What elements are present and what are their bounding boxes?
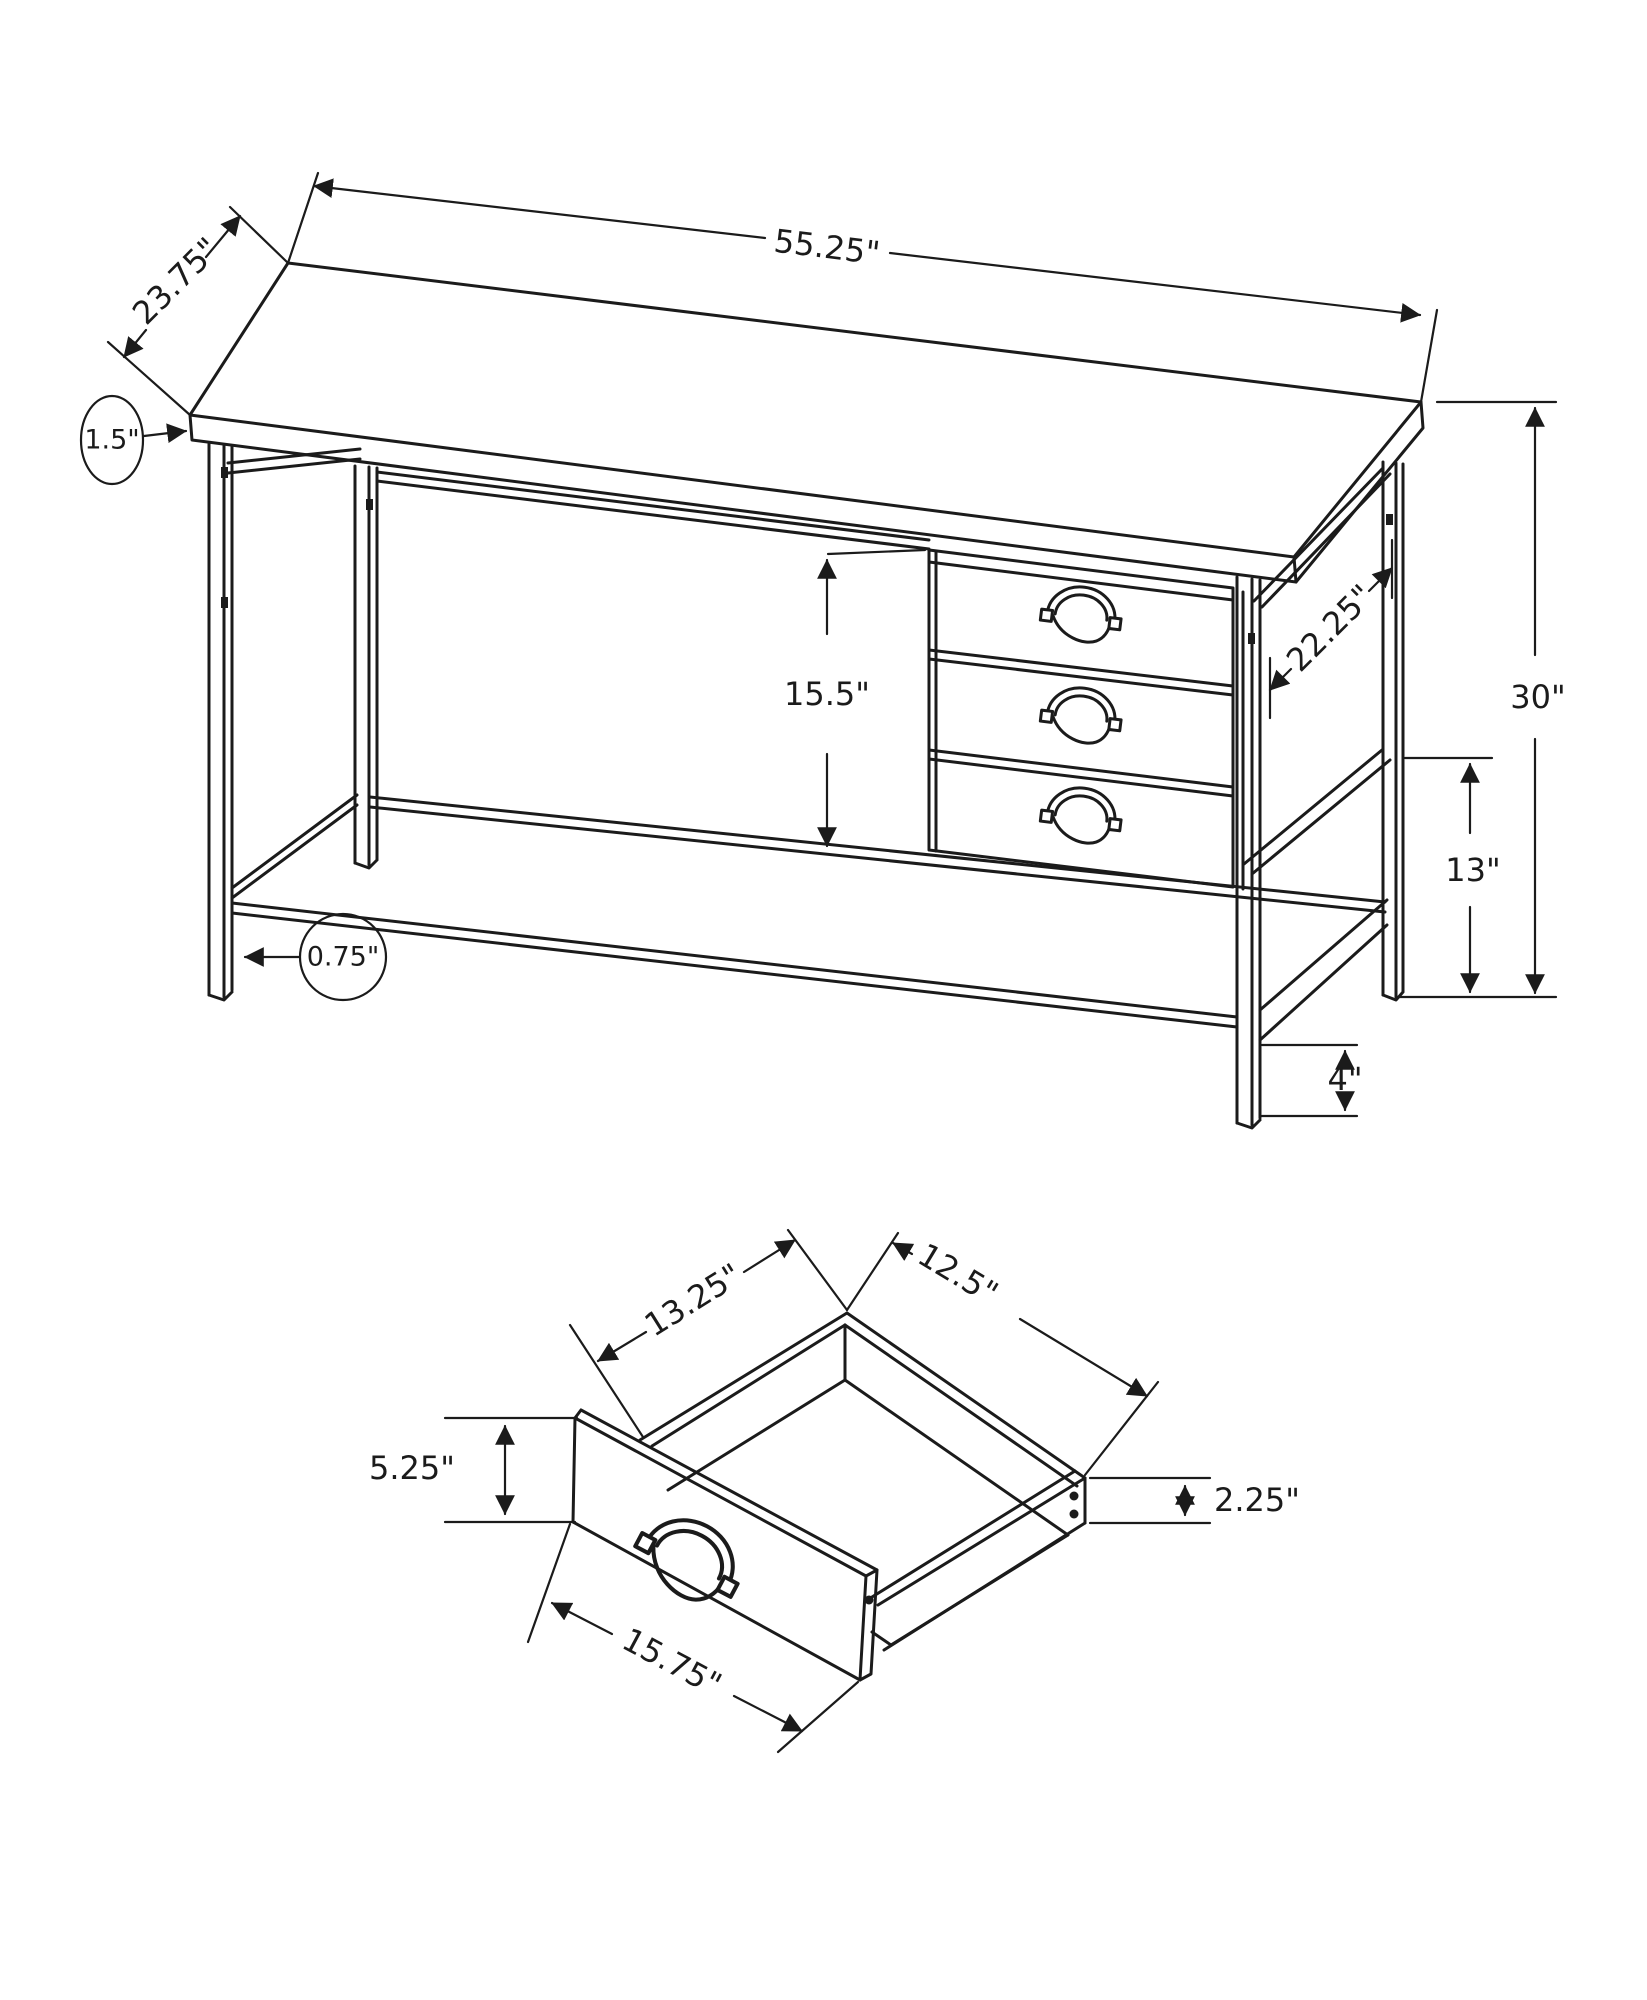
dim-front-width-label: 15.75": [616, 1620, 728, 1704]
dim-side-height-label: 2.25": [1214, 1481, 1300, 1519]
dim-foot-clearance: [1262, 1045, 1363, 1116]
dim-frame-tube-width-label: 0.75": [306, 941, 380, 973]
dim-top-width: [288, 173, 1437, 402]
dim-inside-width-label: 12.5": [911, 1235, 1005, 1313]
dim-inside-width: [847, 1233, 1158, 1475]
desk-figure: [81, 173, 1566, 1128]
dim-top-depth: [108, 207, 288, 415]
dim-top-thickness-label: 1.5": [84, 424, 140, 456]
dim-opening-height: [784, 550, 925, 846]
dim-top-width-label: 55.25": [771, 221, 883, 273]
drawer-figure: [369, 1230, 1300, 1752]
dim-leg-lower-height: [1405, 758, 1501, 992]
dim-front-height: [369, 1418, 577, 1522]
dim-front-height-label: 5.25": [369, 1449, 455, 1487]
dim-top-thickness: [81, 396, 186, 484]
dim-overall-height: [1396, 402, 1566, 997]
desk-front-left-leg: [209, 444, 232, 1000]
dim-overall-height-label: 30": [1510, 678, 1566, 716]
dim-opening-height-label: 15.5": [784, 675, 870, 713]
dim-foot-clearance-label: 4": [1327, 1060, 1363, 1098]
dim-leg-lower-height-label: 13": [1445, 851, 1501, 889]
desk-drawer-unit: [929, 550, 1243, 889]
dim-front-width: [528, 1524, 858, 1752]
drawer-box: [573, 1313, 1085, 1680]
dim-side-depth-label: 22.25": [1278, 576, 1382, 680]
dim-inside-depth-label: 13.25": [637, 1255, 749, 1345]
dim-top-depth-label: 23.75": [124, 229, 228, 333]
dim-side-height: [1090, 1478, 1300, 1523]
desk-frame-rails: [228, 449, 1390, 1040]
